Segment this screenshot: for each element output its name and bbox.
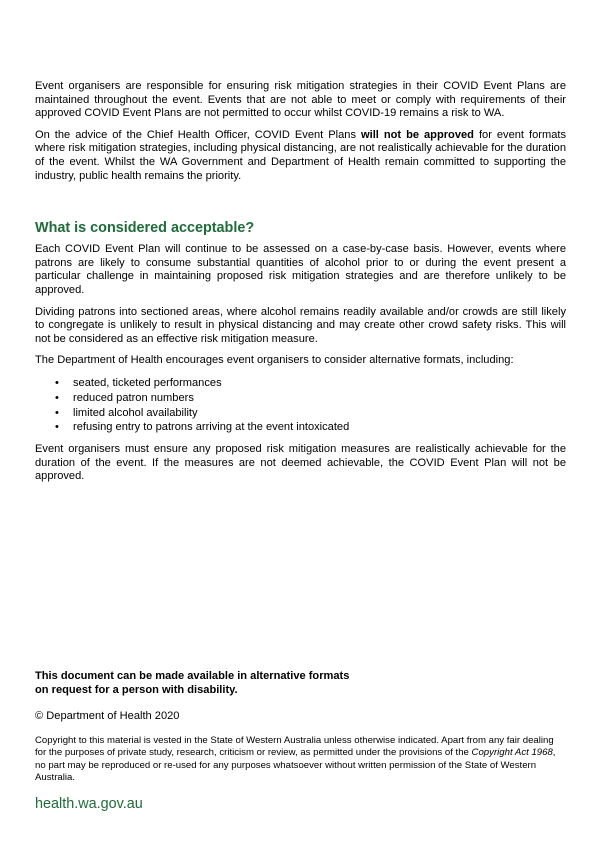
not-approved-emphasis: will not be approved xyxy=(360,128,474,141)
bullet-icon: • xyxy=(55,406,59,419)
footer xyxy=(35,670,566,813)
bullet-icon: • xyxy=(55,391,59,404)
list-item xyxy=(35,420,566,435)
section-paragraph-3: The Department of Health encourages event organisers to consider alternative formats, including: xyxy=(35,354,514,367)
website-link[interactable]: health.wa.gov.au xyxy=(35,796,143,812)
section-heading: What is considered acceptable? xyxy=(35,220,255,237)
copyright-statement-start: Copyright to this material is vested in the State of Western Australia unless otherwise indicated. Apart from any fair dealing for the purposes of private study, research, criticism or review, as permitted under the provisions of the xyxy=(35,735,554,759)
intro-paragraph-2-end: for event formats where risk mitigation strategies, including physical distancing, are not realistically achievable for the duration of the event. Whilst the WA Government and Department of Health remain committed to supporting the industry, public health remains the priority. xyxy=(35,128,566,182)
list-item xyxy=(35,406,566,421)
alternative-formats-list xyxy=(35,376,566,435)
bullet-icon: • xyxy=(55,376,59,389)
list-item-text: refusing entry to patrons arriving at the event intoxicated xyxy=(73,421,350,434)
copyright-line: © Department of Health 2020 xyxy=(35,709,180,722)
list-item xyxy=(35,376,566,391)
copyright-statement xyxy=(35,735,566,784)
bullet-icon: • xyxy=(55,421,59,434)
main-content xyxy=(35,80,566,492)
section-paragraph-1: Each COVID Event Plan will continue to be assessed on a case-by-case basis. However, events where patrons are likely to consume substantial quantities of alcohol prior to or during the event present a particular challenge in maintaining proposed risk mitigation strategies and are therefore unlikely to be approved. xyxy=(35,243,566,296)
list-item-text: limited alcohol availability xyxy=(73,406,198,419)
intro-paragraph-1: Event organisers are responsible for ensuring risk mitigation strategies in their COVID Event Plans are maintained throughout the event. Events that are not able to meet or comply with requirements of their approved COVID Event Plans are not permitted to occur whilst COVID-19 remains a risk to WA. xyxy=(35,80,566,120)
intro-paragraph-2-start: On the advice of the Chief Health Officer, COVID Event Plans xyxy=(35,128,361,141)
alternative-formats-line-2: on request for a person with disability. xyxy=(35,683,238,696)
alternative-formats-line-1: This document can be made available in alternative formats xyxy=(35,670,350,682)
list-item-text: reduced patron numbers xyxy=(73,391,194,404)
section-paragraph-4: Event organisers must ensure any proposed risk mitigation measures are realistically achievable for the duration of the event. If the measures are not deemed achievable, the COVID Event Plan will not be approved. xyxy=(35,443,566,483)
section-paragraph-2: Dividing patrons into sectioned areas, where alcohol remains readily available and/or crowds are still likely to congregate is unlikely to result in physical distancing and may create other crowd safety risks. This will not be considered as an effective risk mitigation measure. xyxy=(35,305,566,345)
alternative-formats-notice xyxy=(35,670,566,698)
list-item xyxy=(35,391,566,406)
list-item-text: seated, ticketed performances xyxy=(73,376,222,389)
intro-paragraph-2 xyxy=(35,129,566,183)
copyright-act-title: Copyright Act 1968 xyxy=(471,747,553,759)
copyright-statement-end: , no part may be reproduced or re-used for any purposes whatsoever without written permission of the State of Western Australia. xyxy=(35,747,556,783)
